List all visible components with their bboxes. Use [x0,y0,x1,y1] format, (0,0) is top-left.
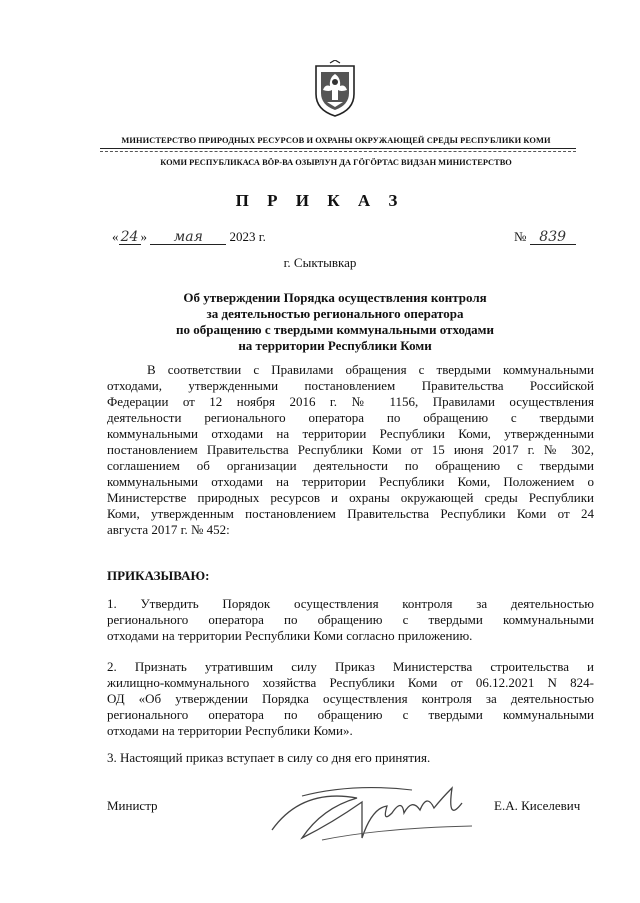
item-line: жилищно-коммунального хозяйства Республики Коми от 06.12.2021 N 824- [107,675,594,690]
item-line: 3. Настоящий приказ вступает в силу со дня его принятия. [107,750,431,765]
order-date [112,229,266,245]
item-line: ОД «Об утверждении Порядка осуществления контроля за деятельностью [107,691,594,706]
order-number [514,229,576,245]
preamble-line: Федерации от 12 ноября 2016 г. № 1156, Правилами осуществления [107,394,594,409]
handwritten-signature [262,768,492,848]
document-type-title: П Р И К А З [235,191,405,210]
item-line: регионального оператора по обращению с твердыми коммунальными [107,612,594,627]
preamble-line: Коми, утвержденным постановлением Правительства Республики Коми от 24 [107,506,594,521]
preamble-paragraph [107,362,594,538]
header-divider-dashed [100,151,576,152]
date-close-quote: » [140,229,147,244]
preamble-line: постановлением Правительства Республики Коми от 15 июня 2017 г. № 302, [107,442,594,457]
order-item-2 [107,659,594,739]
subject-line: за деятельностью регионального оператора [206,306,464,321]
preamble-line: коммунальными отходами на территории Республики Коми, утвержденными [107,426,594,441]
preamble-line: деятельности регионального оператора по обращению с твердыми [107,410,594,425]
item-line: отходами на территории Республики Коми согласно приложению. [107,628,473,643]
subject-line: по обращению с твердыми коммунальными отходами [175,322,494,337]
date-open-quote: « [112,229,119,244]
subject-line: на территории Республики Коми [238,338,432,353]
issue-city: г. Сыктывкар [283,255,357,270]
order-item-1 [107,596,594,644]
preamble-line: отходами, утвержденными постановлением Правительства Российской [107,378,594,393]
subject-line: Об утверждении Порядка осуществления контроля [183,290,487,305]
preamble-line: соглашением об организации деятельности по обращению с твердыми [107,458,594,473]
signatory-name: Е.А. Киселевич [494,798,581,813]
preamble-line: В соответствии с Правилами обращения с твердыми коммунальными [147,362,594,377]
item-line: отходами на территории Республики Коми». [107,723,353,738]
item-line: регионального оператора по обращению с твердыми коммунальными [107,707,594,722]
number-label: № [514,229,527,244]
item-line: 2. Признать утратившим силу Приказ Министерства строительства и [107,659,594,674]
signatory-title: Министр [107,798,158,813]
ministry-name-komi: КОМИ РЕСПУБЛИКАСА ВӦР-ВА ОЗЫРЛУН ДА ГӦГӦРТАС ВИДЗАН МИНИСТЕРСТВО [160,158,512,167]
preamble-line: коммунальными отходами на территории Республики Коми, Положением о [107,474,594,489]
order-subject [130,290,540,354]
item-line: 1. Утвердить Порядок осуществления контроля за деятельностью [107,596,594,611]
ministry-name-russian: МИНИСТЕРСТВО ПРИРОДНЫХ РЕСУРСОВ И ОХРАНЫ ОКРУЖАЮЩЕЙ СРЕДЫ РЕСПУБЛИКИ КОМИ [121,136,551,145]
order-item-3 [107,750,594,766]
coat-of-arms-icon [313,60,357,118]
date-month: мая [150,230,226,245]
date-day: 24 [119,230,141,245]
number-value: 839 [530,230,576,245]
header-divider [100,148,576,149]
date-year: 2023 г. [229,229,266,244]
preamble-line: августа 2017 г. № 452: [107,522,230,537]
preamble-line: Министерстве природных ресурсов и охраны окружающей среды Республики [107,490,594,505]
order-directive-heading: ПРИКАЗЫВАЮ: [107,568,210,583]
